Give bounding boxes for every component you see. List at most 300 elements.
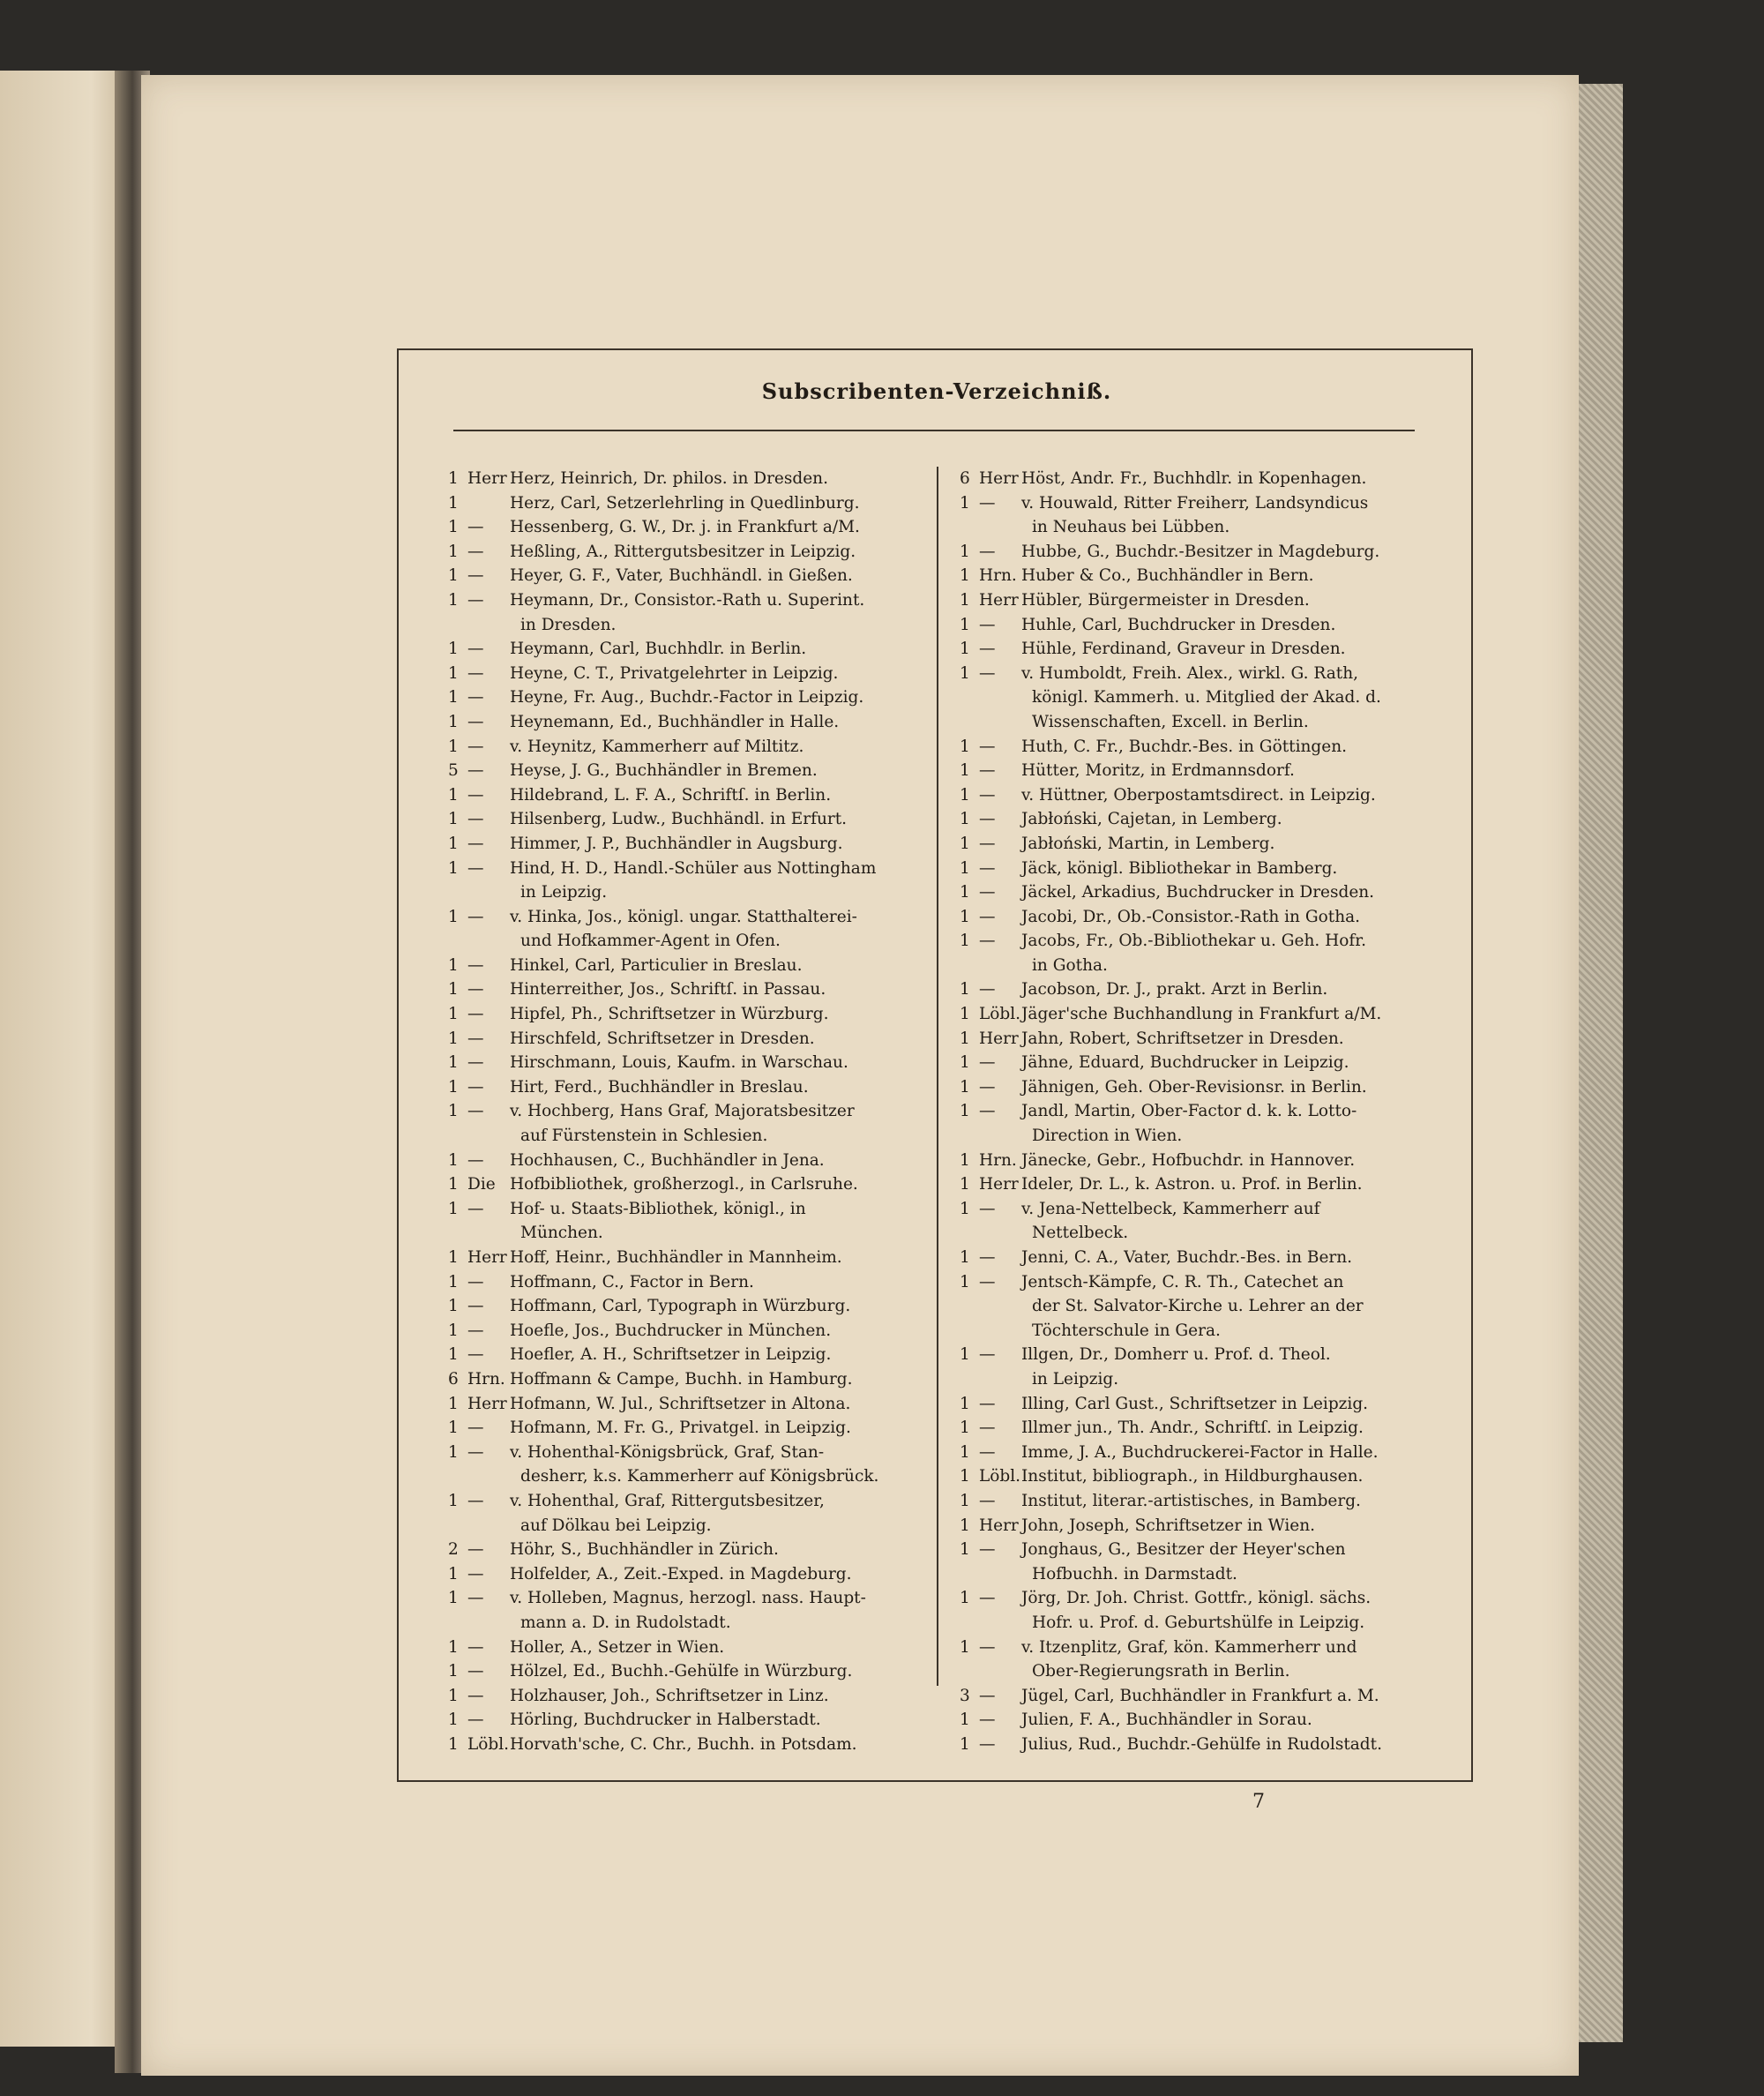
subscriber-entry	[960, 1027, 1438, 1052]
copy-count: 1	[960, 1199, 970, 1218]
entry-body	[467, 905, 923, 954]
entry-body	[979, 1684, 1438, 1709]
subscriber-name: Jacobi, Dr., Ob.-Consistor.-Rath in Gotha.	[1021, 907, 1361, 926]
copy-count: 1	[448, 640, 459, 659]
copy-count: 1	[448, 1394, 459, 1413]
honorific: —	[979, 1637, 996, 1657]
honorific: Herr	[979, 590, 1019, 610]
entry-body	[467, 759, 923, 783]
honorific: —	[467, 542, 484, 561]
copy-count: 1	[960, 1150, 970, 1170]
entry-body	[467, 1149, 923, 1173]
honorific: Herr	[979, 469, 1019, 488]
subscriber-entry	[448, 662, 923, 686]
copy-count: 1	[960, 1637, 970, 1657]
subscriber-name: Jandl, Martin, Ober-Factor d. k. k. Lotto-	[1021, 1102, 1357, 1121]
subscriber-entry	[960, 1099, 1438, 1148]
copy-count: 1	[960, 1442, 970, 1462]
honorific: —	[467, 1150, 484, 1170]
entry-body	[467, 1319, 923, 1344]
subscriber-entry	[960, 857, 1438, 881]
copy-count: 1	[448, 1199, 459, 1218]
subscriber-name: Huth, C. Fr., Buchdr.-Bes. in Göttingen.	[1021, 737, 1347, 756]
entry-body	[979, 807, 1438, 832]
entry-body	[467, 540, 923, 565]
copy-count: 1	[960, 761, 970, 781]
subscriber-entry	[448, 832, 923, 857]
subscriber-entry	[448, 735, 923, 760]
entry-body	[979, 1246, 1438, 1270]
copy-count: 1	[448, 1272, 459, 1291]
entry-body	[979, 1027, 1438, 1052]
copy-count: 6	[960, 469, 970, 488]
entry-continuation: in Leipzig.	[520, 883, 608, 902]
entry-body	[467, 1733, 923, 1757]
entry-body	[979, 491, 1438, 540]
entry-body	[979, 1075, 1438, 1100]
subscriber-entry	[960, 637, 1438, 662]
subscriber-name: Hoefle, Jos., Buchdrucker in München.	[510, 1321, 832, 1340]
subscriber-entry	[960, 1172, 1438, 1197]
entry-body	[467, 1586, 923, 1635]
entry-continuation: der St. Salvator-Kirche u. Lehrer an der Töchterschule in Gera.	[1032, 1297, 1364, 1340]
subscriber-name: Illgen, Dr., Domherr u. Prof. d. Theol.	[1021, 1345, 1331, 1365]
copy-count: 1	[448, 1491, 459, 1510]
copy-count: 1	[960, 858, 970, 878]
honorific: —	[979, 883, 996, 902]
subscriber-name: Illing, Carl Gust., Schriftsetzer in Leipzig.	[1021, 1394, 1369, 1413]
subscriber-entry	[960, 1416, 1438, 1441]
subscriber-name: Imme, J. A., Buchdruckerei-Factor in Halle.	[1021, 1442, 1379, 1462]
copy-count: 1	[960, 1272, 970, 1291]
copy-count: 1	[448, 688, 459, 707]
honorific: —	[467, 1297, 484, 1316]
honorific: —	[979, 980, 996, 999]
subscriber-name: Hubbe, G., Buchdr.-Besitzer in Magdeburg.	[1021, 542, 1380, 561]
subscriber-entry	[960, 1538, 1438, 1586]
entry-body	[467, 977, 923, 1002]
entry-continuation: Nettelbeck.	[1032, 1224, 1129, 1243]
subscriber-name: Heyne, Fr. Aug., Buchdr.-Factor in Leipzig.	[510, 688, 864, 707]
honorific: Die	[467, 1175, 496, 1194]
entry-body	[467, 1441, 923, 1489]
subscriber-name: Hirschmann, Louis, Kaufm. in Warschau.	[510, 1053, 848, 1073]
entry-body	[467, 710, 923, 735]
subscriber-name: v. Hinka, Jos., königl. ungar. Statthalterei-	[510, 907, 857, 926]
entry-body	[467, 1538, 923, 1562]
honorific: —	[979, 1419, 996, 1438]
subscriber-entry	[960, 1514, 1438, 1538]
subscriber-name: v. Holleben, Magnus, herzogl. nass. Haupt-	[510, 1589, 866, 1608]
subscriber-entry	[448, 1270, 923, 1295]
subscriber-name: Hind, H. D., Handl.-Schüler aus Nottingham	[510, 858, 877, 878]
subscriber-entry	[960, 1489, 1438, 1514]
honorific: Herr	[467, 1248, 507, 1267]
page-number: 7	[1252, 1791, 1265, 1813]
honorific: —	[467, 1029, 484, 1048]
subscriber-entry	[960, 1002, 1438, 1027]
honorific: —	[979, 1077, 996, 1097]
subscriber-name: Himmer, J. P., Buchhändler in Augsburg.	[510, 834, 843, 853]
entry-body	[467, 807, 923, 832]
copy-count: 1	[448, 566, 459, 586]
honorific: —	[979, 1248, 996, 1267]
copy-count: 5	[448, 761, 459, 781]
subscriber-entry	[960, 929, 1438, 977]
copy-count: 1	[448, 493, 459, 513]
subscriber-entry	[448, 564, 923, 588]
subscriber-name: Jabłoński, Cajetan, in Lemberg.	[1021, 810, 1282, 829]
honorific: —	[467, 1102, 484, 1121]
honorific: —	[979, 542, 996, 561]
subscriber-name: Herz, Carl, Setzerlehrling in Quedlinburg.	[510, 493, 860, 513]
subscriber-name: John, Joseph, Schriftsetzer in Wien.	[1021, 1516, 1316, 1535]
copy-count: 1	[448, 1710, 459, 1730]
entry-body	[467, 1075, 923, 1100]
subscriber-name: Huber & Co., Buchhändler in Bern.	[1021, 566, 1314, 586]
honorific: —	[979, 1053, 996, 1073]
subscriber-entry	[960, 540, 1438, 565]
subscriber-entry	[448, 1684, 923, 1709]
subscriber-name: v. Jena-Nettelbeck, Kammerherr auf	[1021, 1199, 1320, 1218]
copy-count: 1	[448, 1589, 459, 1608]
honorific: —	[979, 1589, 996, 1608]
honorific: —	[979, 663, 996, 683]
entry-body	[979, 1002, 1438, 1027]
subscriber-entry	[448, 1246, 923, 1270]
copy-count: 1	[960, 1102, 970, 1121]
copy-count: 2	[448, 1540, 459, 1560]
entry-body	[467, 1343, 923, 1367]
honorific: —	[467, 1686, 484, 1705]
left-facing-page	[0, 71, 131, 2047]
subscriber-entry	[448, 1489, 923, 1538]
copy-count: 1	[448, 737, 459, 756]
copy-count: 1	[448, 663, 459, 683]
honorific: Löbl.	[467, 1734, 510, 1754]
copy-count: 1	[960, 980, 970, 999]
entry-body	[979, 1392, 1438, 1417]
honorific: —	[979, 810, 996, 829]
entry-body	[467, 685, 923, 710]
entry-continuation: in Gotha.	[1032, 955, 1108, 975]
entry-body	[979, 1172, 1438, 1197]
entry-body	[467, 1270, 923, 1295]
copy-count: 1	[448, 1297, 459, 1316]
copy-count: 1	[448, 712, 459, 731]
right-column	[960, 467, 1438, 1756]
honorific: —	[467, 590, 484, 610]
copy-count: 1	[448, 1321, 459, 1340]
subscriber-entry	[448, 637, 923, 662]
copy-count: 1	[960, 810, 970, 829]
subscriber-name: Heyer, G. F., Vater, Buchhändl. in Gießen.	[510, 566, 853, 586]
subscriber-name: Jäger'sche Buchhandlung in Frankfurt a/M.	[1021, 1005, 1382, 1024]
entry-body	[979, 857, 1438, 881]
copy-count: 1	[960, 1077, 970, 1097]
subscriber-entry	[448, 1708, 923, 1733]
entry-body	[979, 1586, 1438, 1635]
honorific: —	[467, 712, 484, 731]
subscriber-entry	[448, 1099, 923, 1148]
page-heading: Subscribenten-Verzeichniß.	[761, 378, 1112, 404]
honorific: —	[979, 932, 996, 951]
entry-body	[467, 1392, 923, 1417]
subscriber-name: Hütter, Moritz, in Erdmannsdorf.	[1021, 761, 1295, 781]
copy-count: 1	[960, 1589, 970, 1608]
entry-continuation: München.	[520, 1224, 603, 1243]
subscriber-name: Institut, literar.-artistisches, in Bamberg.	[1021, 1491, 1361, 1510]
entry-body	[979, 1197, 1438, 1246]
honorific: —	[467, 810, 484, 829]
copy-count: 1	[448, 834, 459, 853]
entry-body	[979, 880, 1438, 905]
subscriber-name: Heyse, J. G., Buchhändler in Bremen.	[510, 761, 818, 781]
entry-continuation: und Hofkammer-Agent in Ofen.	[520, 932, 781, 951]
honorific: —	[979, 1491, 996, 1510]
subscriber-name: Hoefler, A. H., Schriftsetzer in Leipzig.	[510, 1345, 832, 1365]
subscriber-entry	[960, 832, 1438, 857]
honorific: Herr	[467, 469, 507, 488]
honorific: —	[467, 1442, 484, 1462]
honorific: —	[979, 737, 996, 756]
entry-body	[467, 1294, 923, 1319]
honorific: —	[467, 1199, 484, 1218]
subscriber-entry	[960, 1246, 1438, 1270]
subscriber-name: Hirschfeld, Schriftsetzer in Dresden.	[510, 1029, 815, 1048]
entry-body	[467, 1367, 923, 1392]
copy-count: 1	[448, 1419, 459, 1438]
copy-count: 1	[960, 1175, 970, 1194]
entry-body	[979, 1464, 1438, 1489]
subscriber-entry	[448, 710, 923, 735]
subscriber-name: Hoffmann, C., Factor in Bern.	[510, 1272, 754, 1291]
entry-body	[979, 1708, 1438, 1733]
copy-count: 1	[960, 785, 970, 805]
subscriber-entry	[448, 905, 923, 954]
subscriber-name: Höhr, S., Buchhändler in Zürich.	[510, 1540, 779, 1560]
entry-continuation: Direction in Wien.	[1032, 1127, 1183, 1146]
copy-count: 1	[960, 1516, 970, 1535]
subscriber-name: Jenni, C. A., Vater, Buchdr.-Bes. in Bern.	[1021, 1248, 1353, 1267]
entry-body	[979, 905, 1438, 930]
copy-count: 6	[448, 1369, 459, 1389]
subscriber-name: v. Hüttner, Oberpostamtsdirect. in Leipzig.	[1021, 785, 1376, 805]
copy-count: 1	[448, 1637, 459, 1657]
subscriber-name: Heyne, C. T., Privatgelehrter in Leipzig.	[510, 663, 839, 683]
copy-count: 1	[448, 1248, 459, 1267]
subscriber-entry	[960, 1684, 1438, 1709]
honorific: —	[467, 1005, 484, 1024]
honorific: —	[979, 1686, 996, 1705]
subscriber-entry	[448, 977, 923, 1002]
honorific: —	[467, 1540, 484, 1560]
honorific: —	[467, 1077, 484, 1097]
entry-body	[979, 613, 1438, 638]
entry-body	[467, 637, 923, 662]
entry-continuation: in Neuhaus bei Lübben.	[1032, 518, 1230, 537]
entry-body	[467, 857, 923, 905]
subscriber-name: v. Itzenplitz, Graf, kön. Kammerherr und	[1021, 1637, 1357, 1657]
copy-count: 1	[448, 1564, 459, 1583]
subscriber-name: Höst, Andr. Fr., Buchhdlr. in Kopenhagen.	[1021, 469, 1367, 488]
subscriber-entry	[448, 491, 923, 516]
subscriber-entry	[960, 1636, 1438, 1684]
subscriber-name: Jügel, Carl, Buchhändler in Frankfurt a. M.	[1021, 1686, 1379, 1705]
subscriber-name: Jabłoński, Martin, in Lemberg.	[1021, 834, 1275, 853]
copy-count: 1	[448, 542, 459, 561]
subscriber-name: Jänecke, Gebr., Hofbuchdr. in Hannover.	[1021, 1150, 1356, 1170]
page-frame	[397, 348, 1473, 1782]
honorific: —	[979, 1540, 996, 1560]
subscriber-entry	[448, 954, 923, 978]
honorific: —	[467, 566, 484, 586]
entry-body	[467, 735, 923, 760]
subscriber-entry	[448, 1027, 923, 1052]
subscriber-name: Hoff, Heinr., Buchhändler in Mannheim.	[510, 1248, 842, 1267]
copy-count: 1	[960, 1029, 970, 1048]
subscriber-name: Hirt, Ferd., Buchhändler in Breslau.	[510, 1077, 809, 1097]
honorific: Herr	[979, 1175, 1019, 1194]
entry-body	[979, 783, 1438, 808]
subscriber-entry	[960, 1197, 1438, 1246]
copy-count: 1	[448, 1686, 459, 1705]
entry-body	[979, 1343, 1438, 1391]
subscriber-name: v. Heynitz, Kammerherr auf Miltitz.	[510, 737, 804, 756]
entry-continuation: königl. Kammerh. u. Mitglied der Akad. d. Wissenschaften, Excell. in Berlin.	[1032, 688, 1381, 731]
copy-count: 1	[960, 1734, 970, 1754]
honorific: —	[467, 1345, 484, 1365]
entry-continuation: auf Dölkau bei Leipzig.	[520, 1516, 712, 1535]
copy-count: 1	[960, 883, 970, 902]
honorific: —	[979, 1102, 996, 1121]
entry-body	[467, 1172, 923, 1197]
subscriber-name: Illmer jun., Th. Andr., Schriftſ. in Leipzig.	[1021, 1419, 1364, 1438]
copy-count: 1	[448, 810, 459, 829]
copy-count: 1	[960, 663, 970, 683]
subscriber-name: Heynemann, Ed., Buchhändler in Halle.	[510, 712, 840, 731]
entry-body	[467, 1051, 923, 1075]
honorific: —	[467, 1419, 484, 1438]
honorific: Löbl.	[979, 1005, 1021, 1024]
subscriber-entry	[448, 1172, 923, 1197]
subscriber-name: Jacobs, Fr., Ob.-Bibliothekar u. Geh. Hofr.	[1021, 932, 1366, 951]
honorific: —	[467, 1637, 484, 1657]
entry-body	[979, 1441, 1438, 1465]
subscriber-name: Huhle, Carl, Buchdrucker in Dresden.	[1021, 615, 1336, 634]
honorific: Herr	[467, 1394, 507, 1413]
copy-count: 1	[960, 640, 970, 659]
copy-count: 1	[448, 1102, 459, 1121]
copy-count: 1	[960, 1053, 970, 1073]
subscriber-entry	[448, 1392, 923, 1417]
copy-count: 1	[448, 1442, 459, 1462]
subscriber-name: Jähne, Eduard, Buchdrucker in Leipzig.	[1021, 1053, 1349, 1073]
entry-body	[979, 1051, 1438, 1075]
entry-body	[979, 662, 1438, 735]
copy-count: 1	[448, 1005, 459, 1024]
subscriber-name: Hipfel, Ph., Schriftsetzer in Würzburg.	[510, 1005, 829, 1024]
honorific: Herr	[979, 1516, 1019, 1535]
subscriber-entry	[448, 1733, 923, 1757]
subscriber-entry	[960, 1075, 1438, 1100]
subscriber-name: Hühle, Ferdinand, Graveur in Dresden.	[1021, 640, 1346, 659]
entry-body	[467, 1708, 923, 1733]
entry-body	[979, 1099, 1438, 1148]
subscriber-name: Hübler, Bürgermeister in Dresden.	[1021, 590, 1310, 610]
subscriber-name: Holzhauser, Joh., Schriftsetzer in Linz.	[510, 1686, 829, 1705]
copy-count: 1	[448, 907, 459, 926]
honorific: Hrn.	[979, 1150, 1017, 1170]
subscriber-entry	[448, 685, 923, 710]
subscriber-name: Jonghaus, G., Besitzer der Heyer'schen	[1021, 1540, 1346, 1560]
entry-body	[467, 515, 923, 540]
entry-body	[979, 759, 1438, 783]
subscriber-name: Hochhausen, C., Buchhändler in Jena.	[510, 1150, 825, 1170]
subscriber-entry	[960, 491, 1438, 540]
subscriber-name: Heymann, Dr., Consistor.-Rath u. Superint.	[510, 590, 865, 610]
entry-continuation: Hofbuchh. in Darmstadt.	[1032, 1564, 1237, 1583]
copy-count: 1	[448, 1345, 459, 1365]
copy-count: 1	[448, 858, 459, 878]
subscriber-entry	[448, 540, 923, 565]
entry-body	[979, 564, 1438, 588]
subscriber-name: Hölzel, Ed., Buchh.-Gehülfe in Würzburg.	[510, 1662, 853, 1681]
entry-body	[979, 1489, 1438, 1514]
honorific: —	[979, 1345, 996, 1365]
copy-count: 1	[960, 1710, 970, 1730]
honorific: —	[467, 1053, 484, 1073]
entry-body	[467, 1636, 923, 1660]
subscriber-entry	[960, 1586, 1438, 1635]
entry-body	[979, 1149, 1438, 1173]
entry-body	[979, 637, 1438, 662]
copy-count: 1	[960, 834, 970, 853]
entry-body	[979, 1636, 1438, 1684]
copy-count: 1	[448, 1077, 459, 1097]
subscriber-name: Hofbibliothek, großherzogl., in Carlsruhe.	[510, 1175, 858, 1194]
subscriber-name: Holfelder, A., Zeit.-Exped. in Magdeburg.	[510, 1564, 852, 1583]
subscriber-entry	[448, 1197, 923, 1246]
entry-continuation: desherr, k.s. Kammerherr auf Königsbrück.	[520, 1467, 879, 1486]
subscriber-name: v. Humboldt, Freih. Alex., wirkl. G. Rath,	[1021, 663, 1359, 683]
honorific: —	[467, 907, 484, 926]
honorific: Löbl.	[979, 1467, 1021, 1486]
subscriber-entry	[960, 467, 1438, 491]
subscriber-name: Horvath'sche, C. Chr., Buchh. in Potsdam.	[510, 1734, 857, 1754]
subscriber-entry	[960, 588, 1438, 613]
subscriber-entry	[960, 613, 1438, 638]
entry-body	[467, 491, 923, 516]
copy-count: 1	[960, 615, 970, 634]
subscriber-entry	[448, 588, 923, 637]
copy-count: 1	[960, 1248, 970, 1267]
entry-body	[467, 1246, 923, 1270]
copy-count: 1	[448, 590, 459, 610]
subscriber-entry	[960, 1441, 1438, 1465]
honorific: —	[467, 858, 484, 878]
subscriber-name: Jentsch-Kämpfe, C. R. Th., Catechet an	[1021, 1272, 1344, 1291]
honorific: —	[979, 907, 996, 926]
honorific: —	[467, 1710, 484, 1730]
entry-body	[979, 1538, 1438, 1586]
subscriber-entry	[448, 1636, 923, 1660]
entry-continuation: Hofr. u. Prof. d. Geburtshülfe in Leipzig.	[1032, 1613, 1365, 1632]
subscriber-entry	[448, 1149, 923, 1173]
subscriber-entry	[448, 1075, 923, 1100]
subscriber-entry	[448, 783, 923, 808]
subscriber-name: Jahn, Robert, Schriftsetzer in Dresden.	[1021, 1029, 1344, 1048]
